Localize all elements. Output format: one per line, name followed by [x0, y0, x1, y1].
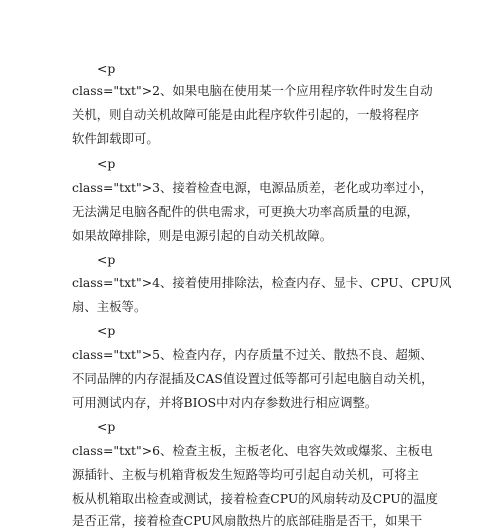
doc-line: 板从机箱取出检查或测试，接着检查CPU的风扇转动及CPU的温度: [72, 491, 438, 506]
doc-line: 如果故障排除，则是电源引起的自动关机故障。: [72, 228, 333, 243]
doc-line: class="txt">6、检查主板，主板老化、电容失效或爆浆、主板电: [72, 443, 433, 458]
doc-line: 无法满足电脑各配件的供电需求，可更换大功率高质量的电源，: [72, 204, 419, 219]
doc-line: <p: [97, 252, 116, 267]
doc-line: 关机，则自动关机故障可能是由此程序软件引起的，一般将程序: [72, 107, 419, 122]
doc-line: 软件卸载即可。: [72, 131, 159, 146]
doc-line: 扇、主板等。: [72, 299, 147, 314]
doc-line: class="txt">5、检查内存，内存质量不过关、散热不良、超频、: [72, 347, 433, 362]
doc-line: 可用测试内存，并将BIOS中对内存参数进行相应调整。: [72, 395, 378, 410]
doc-line: <p: [97, 419, 116, 434]
doc-line: class="txt">3、接着检查电源，电源品质差，老化或功率过小，: [72, 180, 433, 195]
doc-line: 是否正常，接着检查CPU风扇散热片的底部硅脂是否干，如果干: [72, 513, 423, 528]
doc-line: 不同品牌的内存混插及CAS值设置过低等都可引起电脑自动关机，: [72, 371, 434, 386]
doc-line: class="txt">2、如果电脑在使用某一个应用程序软件时发生自动: [72, 83, 433, 98]
doc-line: <p: [97, 323, 116, 338]
doc-line: <p: [97, 156, 116, 171]
doc-line: <p: [97, 61, 116, 76]
doc-line: 源插针、主板与机箱背板发生短路等均可引起自动关机，可将主: [72, 467, 419, 482]
doc-line: class="txt">4、接着使用排除法，检查内存、显卡、CPU、CPU风: [72, 275, 452, 290]
